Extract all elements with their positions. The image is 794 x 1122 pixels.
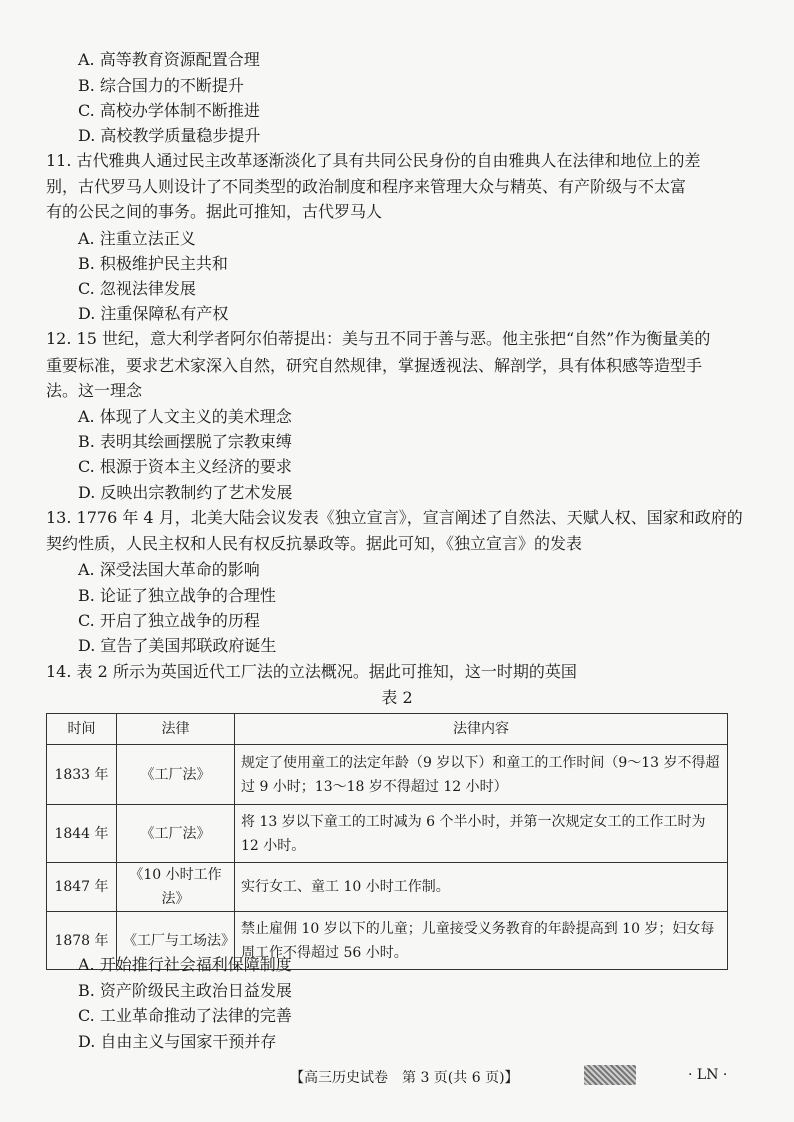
q12-stem-line: 法。这一理念	[46, 381, 143, 400]
table-cell-law: 《工厂法》	[117, 805, 235, 863]
q12-stem-line: 重要标准，要求艺术家深入自然，研究自然规律，掌握透视法、解剖学，具有体积感等造型手	[46, 356, 703, 375]
table-header-cell: 法律内容	[235, 714, 728, 745]
table-cell-year: 1833 年	[47, 745, 117, 805]
table-row	[47, 863, 728, 912]
table-cell-year: 1844 年	[47, 805, 117, 863]
table-cell-law: 《工厂与工场法》	[117, 912, 235, 970]
q10-option-b: B. 综合国力的不断提升	[78, 76, 244, 95]
q11-option-c: C. 忽视法律发展	[78, 279, 196, 298]
q11-stem-line: 别，古代罗马人则设计了不同类型的政治制度和程序来管理大众与精英、有产阶级与不太富	[46, 177, 687, 196]
q10-option-c: C. 高校办学体制不断推进	[78, 101, 260, 120]
table-row	[47, 805, 728, 863]
stamp-mark	[584, 1065, 636, 1085]
table-header-row	[47, 714, 728, 745]
q11-stem-line: 11. 古代雅典人通过民主改革逐渐淡化了具有共同公民身份的自由雅典人在法律和地位上的差	[46, 151, 701, 170]
q12-stem-line: 12. 15 世纪，意大利学者阿尔伯蒂提出：美与丑不同于善与恶。他主张把“自然”作为衡量美的	[46, 329, 711, 348]
table-cell-law: 《工厂法》	[117, 745, 235, 805]
q12-option-a: A. 体现了人文主义的美术理念	[78, 407, 292, 426]
q10-option-a: A. 高等教育资源配置合理	[78, 50, 260, 69]
q14-option-d: D. 自由主义与国家干预并存	[78, 1032, 277, 1051]
table-title: 表 2	[381, 688, 413, 707]
table-cell-content: 将 13 岁以下童工的工时减为 6 个半小时，并第一次规定女工的工作工时为 12 小时。	[235, 805, 728, 863]
table-cell-year: 1878 年	[47, 912, 117, 970]
q11-option-b: B. 积极维护民主共和	[78, 254, 228, 273]
table-cell-content: 实行女工、童工 10 小时工作制。	[235, 863, 728, 912]
q13-option-d: D. 宣告了美国邦联政府诞生	[78, 636, 277, 655]
factory-law-table	[46, 713, 728, 970]
q11-option-d: D. 注重保障私有产权	[78, 304, 229, 323]
q13-stem-line: 13. 1776 年 4 月，北美大陆会议发表《独立宣言》，宣言阐述了自然法、天赋人权、国家和政府的	[46, 508, 743, 527]
q11-option-a: A. 注重立法正义	[78, 229, 196, 248]
q13-option-a: A. 深受法国大革命的影响	[78, 560, 260, 579]
q13-stem-line: 契约性质，人民主权和人民有权反抗暴政等。据此可知，《独立宣言》的发表	[46, 534, 583, 553]
q12-option-b: B. 表明其绘画摆脱了宗教束缚	[78, 432, 292, 451]
table-row	[47, 745, 728, 805]
table-cell-content: 规定了使用童工的法定年龄（9 岁以下）和童工的工作时间（9～13 岁不得超过 9 小时；13～18 岁不得超过 12 小时）	[235, 745, 728, 805]
q13-option-b: B. 论证了独立战争的合理性	[78, 586, 276, 605]
q14-option-b: B. 资产阶级民主政治日益发展	[78, 981, 292, 1000]
q12-option-d: D. 反映出宗教制约了艺术发展	[78, 483, 293, 502]
q14-option-c: C. 工业革命推动了法律的完善	[78, 1006, 292, 1025]
q12-option-c: C. 根源于资本主义经济的要求	[78, 457, 292, 476]
table-cell-content: 禁止雇佣 10 岁以下的儿童；儿童接受义务教育的年龄提高到 10 岁；妇女每周工作不得超过 56 小时。	[235, 912, 728, 970]
q14-stem-line: 14. 表 2 所示为英国近代工厂法的立法概况。据此可推知，这一时期的英国	[46, 662, 577, 681]
table-header-cell: 法律	[117, 714, 235, 745]
table-cell-year: 1847 年	[47, 863, 117, 912]
q13-option-c: C. 开启了独立战争的历程	[78, 611, 260, 630]
q10-option-d: D. 高校教学质量稳步提升	[78, 126, 261, 145]
q11-stem-line: 有的公民之间的事务。据此可推知，古代罗马人	[46, 202, 383, 221]
table-cell-law: 《10 小时工作法》	[117, 863, 235, 912]
footer-code: · LN ·	[688, 1067, 728, 1083]
table-header-cell: 时间	[47, 714, 117, 745]
q14-option-a: A. 开始推行社会福利保障制度	[78, 955, 292, 974]
footer-page-info: 【高三历史试卷 第 3 页(共 6 页)】	[290, 1070, 519, 1086]
